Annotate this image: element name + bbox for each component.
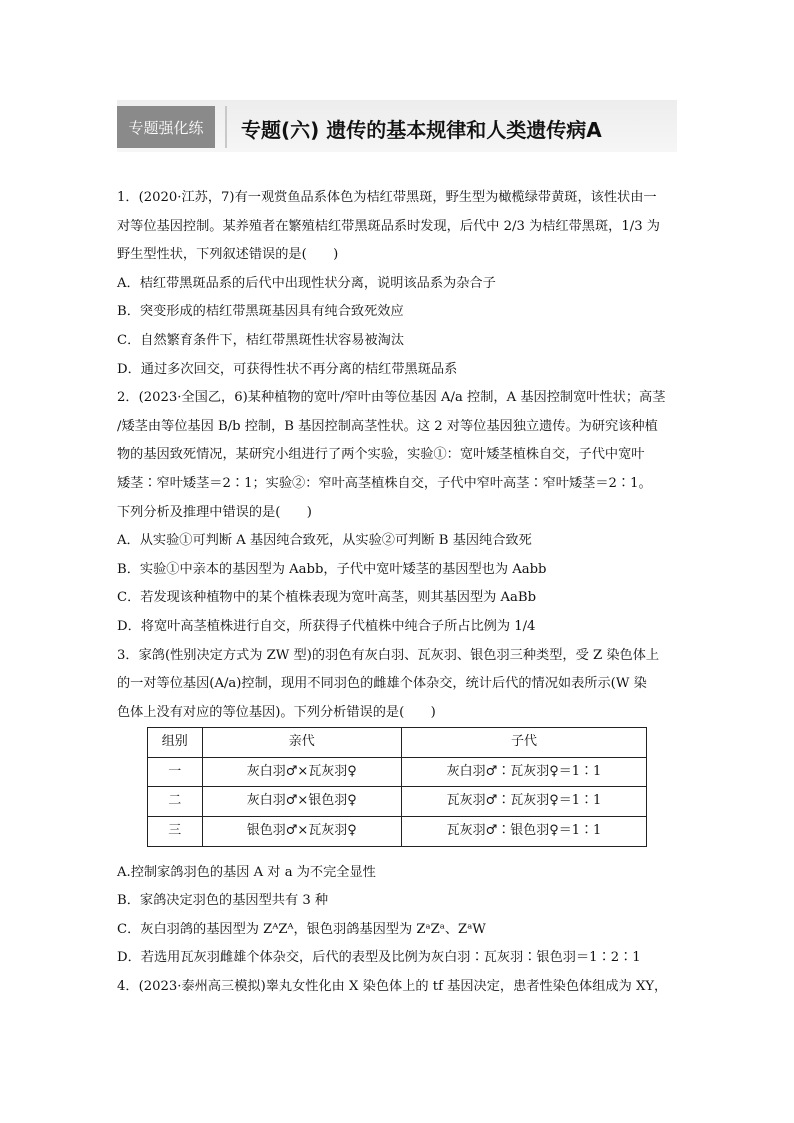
- question-stem-line: 的一对等位基因(A/a)控制，现用不同羽色的雌雄个体杂交，统计后代的情况如表所示(W 染: [117, 676, 647, 692]
- option-d: D．通过多次回交，可获得性状不再分离的桔红带黑斑品系: [117, 361, 458, 377]
- option-d: D．将宽叶高茎植株进行自交，所获得子代植株中纯合子所占比例为 1/4: [117, 618, 536, 634]
- option-c: C．自然繁育条件下，桔红带黑斑性状容易被淘汰: [117, 332, 405, 348]
- table-cell: 灰白羽♂×瓦灰羽♀: [202, 757, 401, 787]
- question-stem-line: 4．(2023·泰州高三模拟)睾丸女性化由 X 染色体上的 tf 基因决定，患者性染色体组成为 XY，: [117, 979, 668, 995]
- question-4: [117, 973, 677, 1002]
- question-stem-line: 物的基因致死情况，某研究小组进行了两个实验，实验①：宽叶矮茎植株自交，子代中宽叶: [117, 447, 645, 463]
- question-list: [117, 184, 677, 1002]
- question-stem-line: 下列分析及推理中错误的是( ): [117, 504, 312, 520]
- option-c: C．若发现该种植物中的某个植株表现为宽叶高茎，则其基因型为 AaBb: [117, 590, 537, 606]
- question-stem-line: 色体上没有对应的等位基因)。下列分析错误的是( ): [117, 704, 436, 720]
- table-header-cell: 亲代: [202, 728, 401, 758]
- section-tag: 专题强化练: [117, 106, 215, 148]
- table-cell: 灰白羽♂×银色羽♀: [202, 787, 401, 817]
- question-stem-line: /矮茎由等位基因 B/b 控制，B 基因控制高茎性状。这 2 对等位基因独立遗传。为研究该种植: [117, 418, 658, 434]
- table-row: [148, 757, 647, 787]
- table-cell: 瓦灰羽♂∶瓦灰羽♀＝1∶1: [401, 787, 646, 817]
- table-cell: 银色羽♂×瓦灰羽♀: [202, 817, 401, 847]
- table-header-row: [148, 728, 647, 758]
- question-3: [117, 642, 677, 974]
- header-divider: [225, 106, 227, 148]
- question-stem-line: 对等位基因控制。某养殖者在繁殖桔红带黑斑品系时发现，后代中 2/3 为桔红带黑斑，1/3 为: [117, 218, 660, 234]
- option-b: B．家鸽决定羽色的基因型共有 3 种: [117, 893, 329, 909]
- table-header-cell: 组别: [148, 728, 203, 758]
- option-d: D．若选用瓦灰羽雌雄个体杂交，后代的表型及比例为灰白羽∶瓦灰羽∶银色羽＝1∶2∶1: [117, 950, 641, 966]
- table-cell: 二: [148, 787, 203, 817]
- question-stem-line: 矮茎∶窄叶矮茎＝2∶1；实验②：窄叶高茎植株自交，子代中窄叶高茎∶窄叶矮茎＝2∶1。: [117, 475, 652, 491]
- question-stem-line: 1．(2020·江苏，7)有一观赏鱼品系体色为桔红带黑斑，野生型为橄榄绿带黄斑，该性状由一: [117, 190, 657, 205]
- question-2: [117, 384, 677, 641]
- table-cell: 灰白羽♂∶瓦灰羽♀＝1∶1: [401, 757, 646, 787]
- table-row: [148, 787, 647, 817]
- table-cell: 三: [148, 817, 203, 847]
- cross-results-table: [147, 727, 647, 846]
- option-a: A．桔红带黑斑品系的后代中出现性状分离，说明该品系为杂合子: [117, 275, 496, 291]
- question-stem-line: 2．(2023·全国乙，6)某种植物的宽叶/窄叶由等位基因 A/a 控制，A 基因控制宽叶性状；高茎: [117, 390, 666, 406]
- option-b: B．突变形成的桔红带黑斑基因具有纯合致死效应: [117, 304, 404, 320]
- option-a: A.控制家鸽羽色的基因 A 对 a 为不完全显性: [117, 864, 376, 880]
- table-header-cell: 子代: [401, 728, 646, 758]
- table-cell: 瓦灰羽♂∶银色羽♀＝1∶1: [401, 817, 646, 847]
- page-title: 专题(六) 遗传的基本规律和人类遗传病A: [241, 118, 602, 142]
- option-a: A．从实验①可判断 A 基因纯合致死，从实验②可判断 B 基因纯合致死: [117, 533, 532, 549]
- question-1: [117, 184, 677, 384]
- option-b: B．实验①中亲本的基因型为 Aabb，子代中宽叶矮茎的基因型也为 Aabb: [117, 561, 547, 577]
- spacer: [117, 847, 677, 859]
- table-cell: 一: [148, 757, 203, 787]
- question-stem-line: 3．家鸽(性别决定方式为 ZW 型)的羽色有灰白羽、瓦灰羽、银色羽三种类型，受 Z 染色体上: [117, 647, 660, 663]
- option-c: C．灰白羽鸽的基因型为 ZᴬZᴬ，银色羽鸽基因型为 ZᵃZᵃ、ZᵃW: [117, 921, 486, 937]
- table-row: [148, 817, 647, 847]
- question-stem-line: 野生型性状，下列叙述错误的是( ): [117, 247, 339, 263]
